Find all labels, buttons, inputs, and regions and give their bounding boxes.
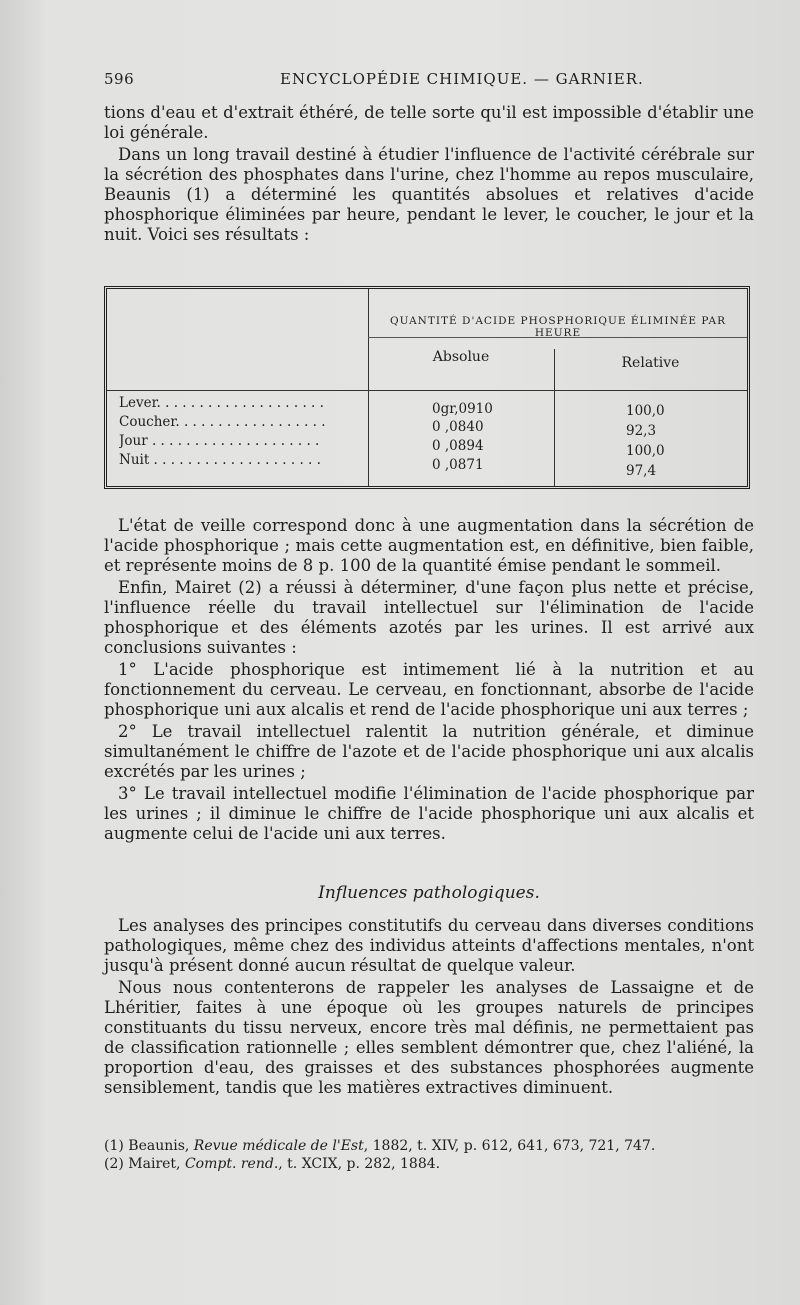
row-label-jour: Jour . . . . . . . . . . . . . . . . . . . . — [119, 433, 320, 449]
paragraph: 1° L'acide phosphorique est intimement lié à la nutrition et au fonctionnement du cerveau. Le cerveau, en fonctionnant, absorbe de l'acide phosphorique uni aux alcalis et rend de l'acide phosphorique uni aux terres ; — [104, 660, 754, 719]
paragraph: Nous nous contenterons de rappeler les analyses de Lassaigne et de Lhéritier, faites à une époque où les groupes naturels de principes constituants du tissu nerveux, encore très mal définis, ne permettaient pas de classification rationnelle ; elles semblent démontrer que, chez l'aliéné, la proportion d'eau, des graisses et des substances phosphorées augmente sensiblement, tandis que les matières extractives diminuent. — [104, 978, 754, 1097]
section-heading: Influences pathologiques. — [318, 883, 540, 903]
cell-relative: 100,0 — [626, 403, 665, 419]
footnote-author: (1) Beaunis, — [104, 1138, 194, 1154]
footnote-reference: , 1882, t. XIV, p. 612, 641, 673, 721, 747. — [363, 1138, 656, 1154]
cell-absolue: 0 ,0840 — [432, 419, 484, 435]
row-label-nuit: Nuit . . . . . . . . . . . . . . . . . . . . — [119, 452, 321, 468]
row-label-coucher: Coucher. . . . . . . . . . . . . . . . . . — [119, 414, 326, 430]
footnote-2 — [104, 1155, 754, 1173]
paragraph: Enfin, Mairet (2) a réussi à déterminer, d'une façon plus nette et précise, l'influence réelle du travail intellectuel sur l'élimination de l'acide phosphorique et des éléments azotés par les urines. Il est arrivé aux conclusions suivantes : — [104, 578, 754, 657]
paragraph: Les analyses des principes constitutifs du cerveau dans diverses conditions pathologiques, même chez des individus atteints d'affections mentales, n'ont jusqu'à présent donné aucun résultat de quelque valeur. — [104, 916, 754, 975]
cell-relative: 92,3 — [626, 423, 657, 439]
cell-relative: 97,4 — [626, 463, 657, 479]
table-divider — [368, 289, 369, 486]
cell-absolue: 0gr,0910 — [432, 401, 493, 417]
paragraph: 3° Le travail intellectuel modifie l'élimination de l'acide phosphorique par les urines ; il diminue le chiffre de l'acide phosphorique uni aux alcalis et augmente celui de l'acide uni aux terres. — [104, 784, 754, 843]
table-caption: QUANTITÉ D'ACIDE PHOSPHORIQUE ÉLIMINÉE PAR HEURE — [389, 315, 727, 339]
row-label-lever: Lever. . . . . . . . . . . . . . . . . . . . — [119, 395, 324, 411]
running-title: ENCYCLOPÉDIE CHIMIQUE. — GARNIER. — [280, 70, 644, 88]
cell-absolue: 0 ,0894 — [432, 438, 484, 454]
footnote-reference: , t. XCIX, p. 282, 1884. — [278, 1156, 441, 1172]
results-text — [104, 516, 754, 846]
paragraph: tions d'eau et d'extrait éthéré, de telle sorte qu'il est impossible d'établir une loi générale. — [104, 103, 754, 142]
page-header — [104, 70, 754, 96]
table-divider — [107, 390, 747, 391]
footnote-journal: Revue médicale de l'Est — [193, 1138, 364, 1154]
column-header-absolue: Absolue — [432, 349, 490, 365]
paragraph: 2° Le travail intellectuel ralentit la nutrition générale, et diminue simultanément le chiffre de l'azote et de l'acide phosphorique uni aux alcalis excrétés par les urines ; — [104, 722, 754, 781]
footnote-1 — [104, 1137, 754, 1155]
paragraph: Dans un long travail destiné à étudier l'influence de l'activité cérébrale sur la sécrétion des phosphates dans l'urine, chez l'homme au repos musculaire, Beaunis (1) a déterminé les quantités absolues et relatives d'acide phosphorique éliminées par heure, pendant le lever, le coucher, le jour et la nuit. Voici ses résultats : — [104, 145, 754, 244]
paragraph: L'état de veille correspond donc à une augmentation dans la sécrétion de l'acide phosphorique ; mais cette augmentation est, en définitive, bien faible, et représente moins de 8 p. 100 de la quantité émise pendant le sommeil. — [104, 516, 754, 575]
cell-absolue: 0 ,0871 — [432, 457, 484, 473]
pathology-text — [104, 916, 754, 1100]
footnote-journal: Compt. rend. — [184, 1156, 279, 1172]
footnotes — [104, 1137, 754, 1173]
page-number: 596 — [104, 70, 135, 88]
phosphoric-acid-table — [104, 286, 750, 489]
cell-relative: 100,0 — [626, 443, 665, 459]
intro-text — [104, 103, 754, 247]
footnote-author: (2) Mairet, — [104, 1156, 185, 1172]
column-header-relative: Relative — [621, 355, 680, 371]
